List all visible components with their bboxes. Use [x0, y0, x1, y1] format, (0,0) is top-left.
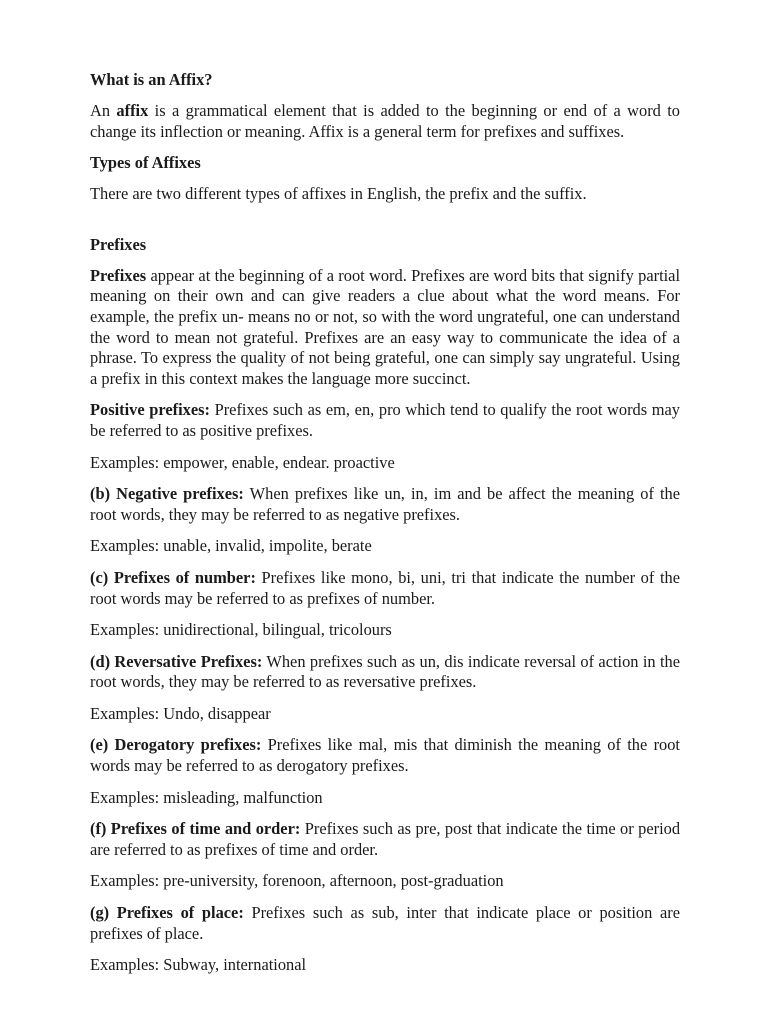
prefixes-definition-text: appear at the beginning of a root word. Prefixes are word bits that signify partial meaning on their own and can give readers a clue about what the word means. For example, the prefix un- means no or not, so with the word ungrateful, one can understand the word to mean not grateful. Prefixes are an easy way to communicate the idea of a phrase. To express the quality of not being grateful, one can simply say ungrateful. Using a prefix in this context makes the language more succinct.	[90, 265, 680, 388]
examples-number: Examples: unidirectional, bilingual, tricolours	[90, 620, 392, 640]
category-label: (b) Negative prefixes:	[90, 484, 244, 504]
examples-time-order: Examples: pre-university, forenoon, afternoon, post-graduation	[90, 871, 504, 891]
category-label: (f) Prefixes of time and order:	[90, 819, 301, 839]
category-label: (e) Derogatory prefixes:	[90, 735, 262, 755]
category-reversative	[90, 652, 680, 693]
category-text: Prefixes such as pre, post that indicate the time or period are referred to as prefixes of time and order.	[90, 819, 681, 859]
prefixes-definition	[90, 266, 680, 390]
section-heading-affix: What is an Affix?	[90, 70, 213, 89]
category-text: Prefixes like mal, mis that diminish the meaning of the root words may be referred to as derogatory prefixes.	[90, 735, 680, 776]
examples-place: Examples: Subway, international	[90, 955, 307, 975]
affix-term: affix	[116, 101, 149, 120]
section-heading-prefixes: Prefixes	[90, 234, 147, 254]
category-text: When prefixes such as un, dis indicate reversal of action in the root words, they may be referred to as reversative prefixes.	[90, 651, 680, 692]
category-place	[90, 903, 680, 944]
examples-positive: Examples: empower, enable, endear. proactive	[90, 452, 395, 472]
category-label: (c) Prefixes of number:	[90, 567, 256, 587]
category-label: Positive prefixes:	[90, 400, 210, 420]
section-heading-types: Types of Affixes	[90, 153, 201, 173]
category-text: Prefixes like mono, bi, uni, tri that indicate the number of the root words may be referred to as prefixes of number.	[90, 567, 680, 608]
category-positive	[90, 400, 680, 441]
affix-definition-text: is a grammatical element that is added to the beginning or end of a word to change its inflection or meaning. Affix is a general term for prefixes and suffixes.	[90, 101, 680, 141]
examples-reversative: Examples: Undo, disappear	[90, 703, 271, 723]
category-negative	[90, 484, 680, 525]
affix-definition	[90, 101, 680, 142]
prefixes-term: Prefixes	[90, 265, 147, 285]
category-label: (g) Prefixes of place:	[90, 903, 244, 923]
category-text: Prefixes such as sub, inter that indicate place or position are prefixes of place.	[90, 903, 680, 943]
types-paragraph: There are two different types of affixes in English, the prefix and the suffix.	[90, 184, 587, 204]
examples-negative: Examples: unable, invalid, impolite, berate	[90, 536, 372, 556]
category-time-order	[90, 819, 680, 860]
category-text: Prefixes such as em, en, pro which tend to qualify the root words may be referred to as positive prefixes.	[90, 400, 680, 440]
examples-derogatory: Examples: misleading, malfunction	[90, 787, 323, 807]
category-derogatory	[90, 735, 680, 776]
category-text: When prefixes like un, in, im and be affect the meaning of the root words, they may be referred to as negative prefixes.	[90, 484, 681, 524]
affix-definition-lead: An	[90, 101, 117, 120]
category-label: (d) Reversative Prefixes:	[90, 651, 263, 671]
category-number	[90, 568, 680, 609]
